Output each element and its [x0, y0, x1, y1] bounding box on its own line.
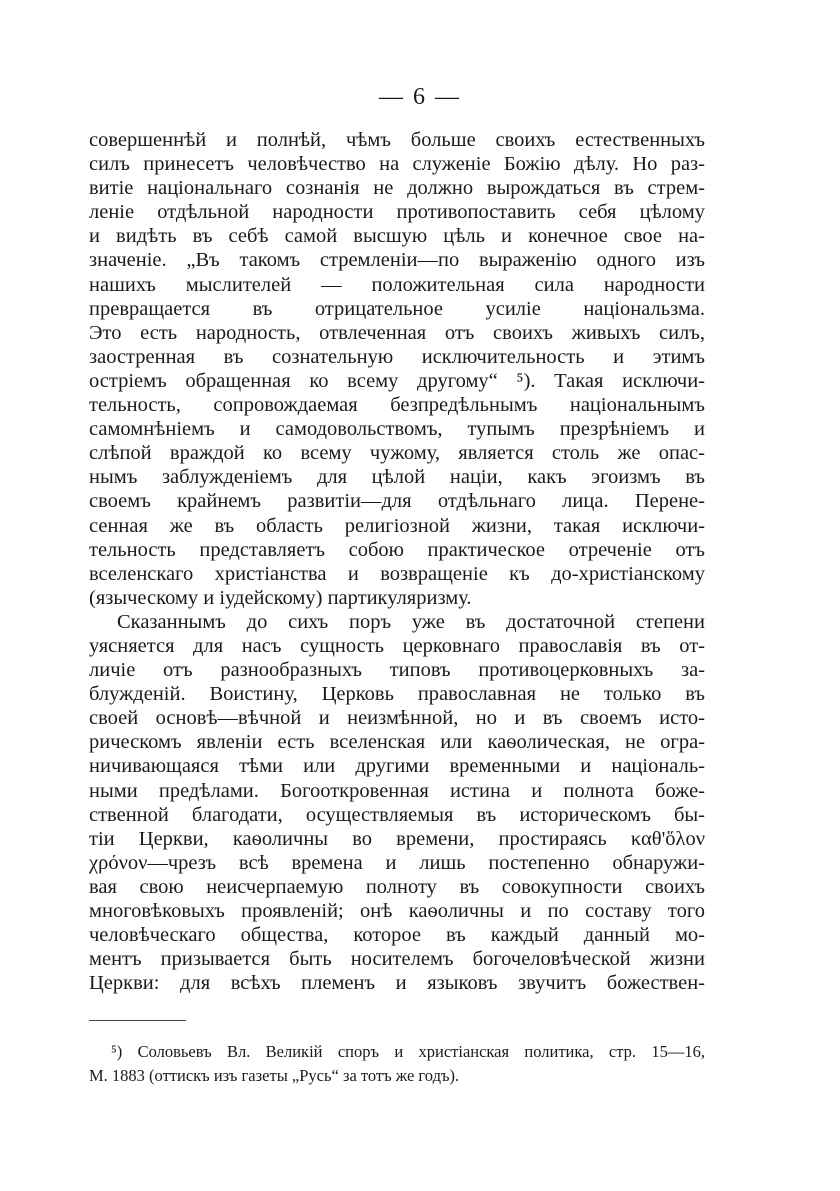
- footnote-line: М. 1883 (оттискъ изъ газеты „Русь“ за тотъ же годъ).: [89, 1066, 460, 1085]
- text-line: (языческому и іудейскому) партикуляризму.: [89, 586, 472, 609]
- text-line: блужденій. Воистину, Церковь православная не только въ: [89, 683, 705, 706]
- text-line: Сказаннымъ до сихъ поръ уже въ достаточной степени: [117, 610, 705, 633]
- text-line: личіе отъ разнообразныхъ типовъ противоцерковныхъ за-: [89, 659, 705, 682]
- text-line: рическомъ явленіи есть вселенская или каѳолическая, не огра-: [89, 731, 705, 754]
- text-line: ными предѣлами. Богооткровенная истина и полнота боже-: [89, 779, 705, 802]
- page-number: — 6 —: [379, 84, 461, 110]
- text-line: силъ принесетъ человѣчество на служеніе Божію дѣлу. Но раз-: [89, 153, 705, 176]
- text-line: нымъ заблужденіемъ для цѣлой націи, какъ эгоизмъ въ: [89, 466, 705, 489]
- text-line: ментъ призывается быть носителемъ богочеловѣческой жизни: [89, 948, 705, 971]
- text-line: своей основѣ—вѣчной и неизмѣнной, но и въ своемъ исто-: [89, 707, 705, 730]
- footnote: [89, 1040, 705, 1088]
- text-line: тіи Церкви, каѳоличны во времени, простираясь καθ'ὅλον: [89, 827, 705, 850]
- text-line: леніе отдѣльной народности противопоставить себя цѣлому: [89, 201, 705, 224]
- footnote-divider: [89, 1020, 186, 1021]
- text-line: человѣческаго общества, которое въ каждый данный мо-: [89, 924, 705, 947]
- text-line: ственной благодати, осуществляемыя въ историческомъ бы-: [89, 803, 705, 826]
- text-line: заостренная въ сознательную исключительность и этимъ: [89, 345, 705, 368]
- text-line: тельность представляетъ собою практическое отреченіе отъ: [89, 538, 705, 561]
- text-line: нашихъ мыслителей — положительная сила народности: [89, 273, 705, 296]
- text-line: вая свою неисчерпаемую полноту въ совокупности своихъ: [89, 875, 705, 898]
- text-line: своемъ крайнемъ развитіи—для отдѣльнаго лица. Перене-: [89, 490, 705, 513]
- text-line: витіе національнаго сознанія не должно вырождаться въ стрем-: [89, 177, 705, 200]
- text-line: Церкви: для всѣхъ племенъ и языковъ звучитъ божествен-: [89, 972, 705, 995]
- text-line: и видѣть въ себѣ самой высшую цѣль и конечное свое на-: [89, 225, 705, 248]
- text-line: остріемъ обращенная ко всему другому“ ⁵). Такая исключи-: [89, 369, 705, 392]
- main-text: [89, 128, 705, 995]
- text-line: превращается въ отрицательное усиліе національзма.: [89, 297, 705, 320]
- text-line: тельность, сопровождаемая безпредѣльнымъ національнымъ: [89, 394, 705, 417]
- text-line: многовѣковыхъ проявленій; онѣ каѳоличны и по составу того: [89, 900, 705, 922]
- text-line: вселенскаго христіанства и возвращеніе къ до-христіанскому: [89, 562, 705, 585]
- text-line: уясняется для насъ сущность церковнаго православія въ от-: [89, 634, 705, 657]
- text-line: Это есть народность, отвлеченная отъ своихъ живыхъ силъ,: [89, 321, 705, 344]
- text-line: слѣпой враждой ко всему чужому, является столь же опас-: [89, 442, 705, 465]
- footnote-line: ⁵) Соловьевъ Вл. Великій споръ и христіанская политика, стр. 15—16,: [111, 1042, 705, 1061]
- text-line: ничивающаяся тѣми или другими временными и національ-: [89, 755, 705, 778]
- text-line: самомнѣніемъ и самодовольствомъ, тупымъ презрѣніемъ и: [89, 418, 705, 441]
- text-line: сенная же въ область религіозной жизни, такая исключи-: [89, 514, 705, 537]
- text-line: χρόνον—чрезъ всѣ времена и лишь постепенно обнаружи-: [89, 851, 705, 874]
- text-line: совершеннѣй и полнѣй, чѣмъ больше своихъ естественныхъ: [89, 129, 705, 151]
- text-line: значеніе. „Въ такомъ стремленіи—по выраженію одного изъ: [89, 249, 705, 272]
